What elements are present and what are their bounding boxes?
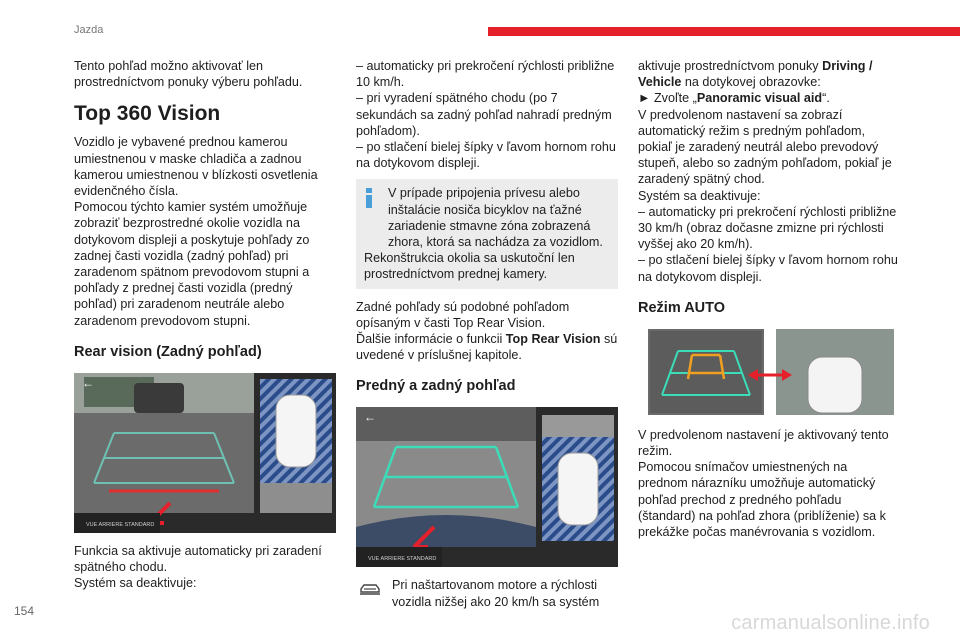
car-note-text: Pri naštartovanom motore a rýchlosti vozidla nižšej ako 20 km/h sa systém <box>392 578 600 609</box>
top360-paragraph-1: Vozidlo je vybavené prednou kamerou umiestnenou v maske chladiča a zadnou kamerou umiestnenou v blízkosti osvetlenia evidenčného čísla. <box>74 135 318 199</box>
top360-heading: Top 360 Vision <box>74 102 221 126</box>
deactivation-item-2: – pri vyradení spätného chodu (po 7 sekundách sa zadný pohľad nahradí predným pohľadom). <box>356 91 612 138</box>
top360-paragraph-2: Pomocou týchto kamier systém umožňuje zobraziť bezprostredné okolie vozidla na dotykovom displeji a poskytuje pohľady zo zadnej časti vozidla (zadný pohľad) pri zaradenom spätnom prevodovom stupni a pohľady z prednej časti vozidla (predný pohľad) pri zaradenom neutrále alebo zaradenom prevodovom stupni. <box>74 200 310 328</box>
intro-text: Tento pohľad možno aktivovať len prostredníctvom ponuky výberu pohľadu. <box>74 59 303 90</box>
car-icon <box>358 581 382 597</box>
deactivation-item-1: – automaticky pri prekročení rýchlosti približne 10 km/h. <box>356 59 615 90</box>
info-note <box>356 179 618 288</box>
back-arrow-icon[interactable]: ← <box>364 410 376 425</box>
camera-view-label: VUE ARRIERE STANDARD <box>368 556 437 563</box>
front-rear-view-heading: Predný a zadný pohľad <box>356 378 516 395</box>
select-instruction: ► Zvoľte „Panoramic visual aid“. <box>638 91 830 106</box>
info-note-text-1: V prípade pripojenia prívesu alebo inštalácie nosiča bicyklov na ťažné zariadenie stmavne zóna zobrazená zhora, ktorá sa nachádza za vozidlom. <box>388 186 603 250</box>
auto-mode-illustration <box>648 329 894 415</box>
rear-deactivation-label: Systém sa deaktivuje: <box>74 576 197 591</box>
section-title: Jazda <box>74 24 104 36</box>
deactivation-item-3: – po stlačení bielej šípky v ľavom hornom rohu na dotykovom displeji. <box>356 140 616 171</box>
auto-mode-heading: Režim AUTO <box>638 299 726 316</box>
deactivation-item-2: – po stlačení bielej šípky v ľavom hornom rohu na dotykovom displeji. <box>638 253 898 284</box>
watermark: carmanualsonline.info <box>731 612 930 634</box>
auto-default-text: V predvolenom nastavení je aktivovaný tento režim. <box>638 427 889 459</box>
page-number: 154 <box>14 604 35 618</box>
deactivation-label: Systém sa deaktivuje: <box>638 188 761 203</box>
front-camera-illustration <box>356 407 618 567</box>
column-3 <box>638 58 900 540</box>
camera-view-label: VUE ARRIERE STANDARD <box>86 521 155 528</box>
back-arrow-icon[interactable]: ← <box>82 375 94 390</box>
column-2 <box>356 58 618 610</box>
rear-activation-text: Funkcia sa aktivuje automaticky pri zaradení spätného chodu. <box>74 543 322 575</box>
column-1 <box>74 58 336 591</box>
info-icon <box>364 188 376 208</box>
default-mode-text: V predvolenom nastavení sa zobrazí automatický režim s predným pohľadom, pokiaľ je zaradený neutrál alebo prevodový stupeň, alebo so zadným pohľadom, pokiaľ je zaradený spätný chod. <box>638 107 892 187</box>
deactivation-item-1: – automaticky pri prekročení rýchlosti približne 30 km/h (obraz dočasne zmizne pri rýchlosti vyššej ako 20 km/h). <box>638 204 897 252</box>
rear-vision-heading: Rear vision (Zadný pohľad) <box>74 343 262 360</box>
info-note-text-2: Rekonštrukcia okolia sa uskutoční len prostredníctvom prednej kamery. <box>364 251 575 282</box>
more-info-text: Ďalšie informácie o funkcii Top Rear Vision sú uvedené v príslušnej kapitole. <box>356 332 618 363</box>
rear-camera-illustration <box>74 373 336 533</box>
car-note <box>356 577 618 609</box>
header-accent-bar <box>488 27 960 36</box>
menu-activation-text: aktivuje prostredníctvom ponuky Driving / Vehicle na dotykovej obrazovke: <box>638 59 873 90</box>
auto-sensor-text: Pomocou snímačov umiestnených na prednom nárazníku umožňuje automatický pohľad prechod z predného pohľadu (štandard) na pohľad zhora (priblíženie) sa k prekážke počas manévrovania s vozidlom. <box>638 460 886 540</box>
rear-views-similar-text: Zadné pohľady sú podobné pohľadom opísaným v časti Top Rear Vision. <box>356 299 570 330</box>
